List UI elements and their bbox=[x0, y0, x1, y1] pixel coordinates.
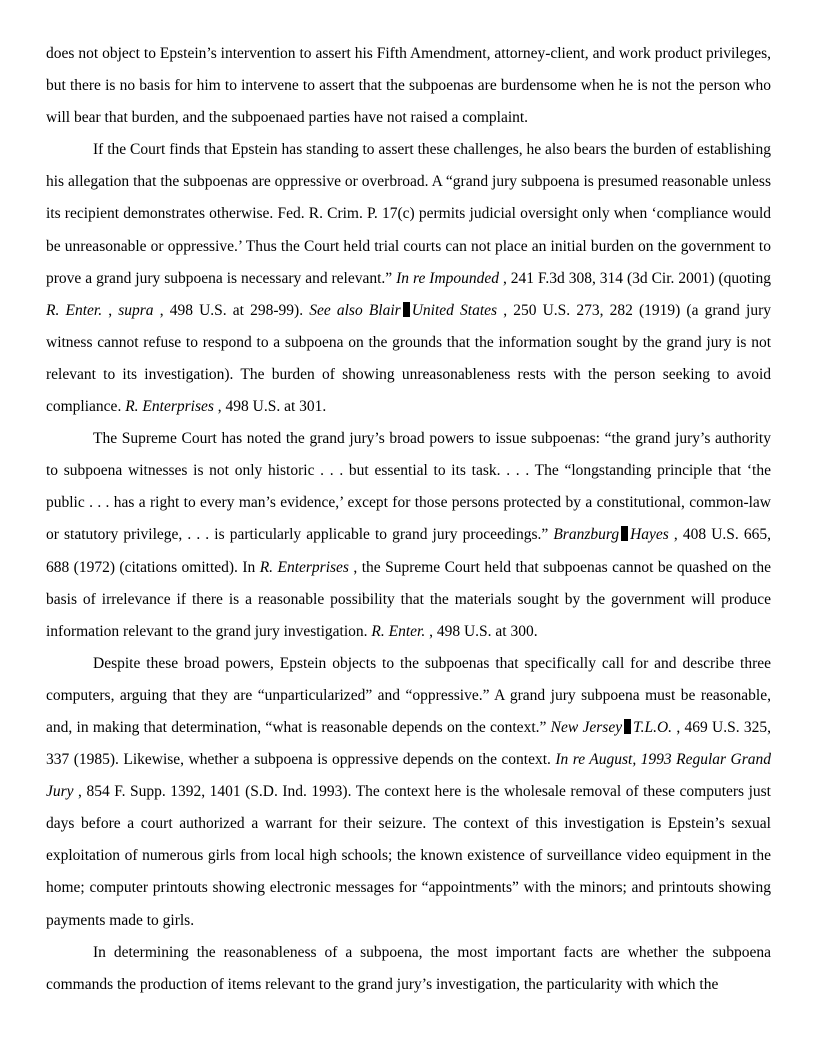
text-run: , 241 F.3d 308, 314 (3d Cir. 2001) (quoting bbox=[499, 269, 771, 287]
text-run: If the Court finds that Epstein has standing to assert these challenges, he also bears the burden of establishing his allegation that the subpoenas are oppressive or overbroad. A “grand jury subpoena is presumed reasonable unless its recipient demonstrates otherwise. Fed. R. Crim. P. 17(c) permits judicial oversight only when ‘compliance would be unreasonable or oppressive.’ Thus the Court held trial courts can not place an initial burden on the government to prove a grand jury subpoena is necessary and relevant.” bbox=[46, 141, 771, 287]
text-run: , 854 F. Supp. 1392, 1401 (S.D. Ind. 1993). The context here is the wholesale removal of these computers just days before a court authorized a warrant for their seizure. The context of this investigation is Epstein’s sexual exploitation of numerous girls from local high schools; the known existence of surveillance video equipment in the home; computer printouts showing electronic messages for “appointments” with the minors; and printouts showing payments made to girls. bbox=[46, 783, 771, 929]
case-citation: supra bbox=[118, 301, 154, 319]
case-citation: R. Enterprises bbox=[125, 398, 214, 416]
case-citation: R. Enter. bbox=[371, 622, 426, 640]
document-page bbox=[46, 38, 771, 1001]
paragraph-1 bbox=[46, 38, 771, 134]
text-run: , 469 U.S. 325, 337 (1985). Likewise, whether a subpoena is oppressive depends on the context. bbox=[46, 718, 771, 769]
redaction-mark bbox=[403, 302, 410, 317]
redaction-mark bbox=[624, 719, 631, 734]
redaction-mark bbox=[621, 526, 628, 541]
text-run: , 498 U.S. at 298-99). bbox=[153, 301, 310, 319]
case-citation: T.L.O. bbox=[633, 718, 673, 736]
paragraph-2 bbox=[46, 134, 771, 423]
text-run: , the Supreme Court held that subpoenas cannot be quashed on the basis of irrelevance if there is a reasonable possibility that the materials sought by the government will produce information relevant to the grand jury investigation. bbox=[46, 558, 772, 640]
case-citation: R. Enter. bbox=[46, 301, 103, 319]
text-run: , 408 U.S. 665, 688 (1972) (citations omitted). In bbox=[46, 526, 771, 576]
text-run: does not object to Epstein’s intervention to assert his Fifth Amendment, attorney-client, and work product privileges, but there is no basis for him to intervene to assert that the subpoenas are burdensome when he is not the person who will bear that burden, and the subpoenaed parties have not raised a complaint. bbox=[46, 45, 771, 127]
paragraph-4 bbox=[46, 648, 771, 937]
text-run: , 250 U.S. 273, 282 (1919) (a grand jury witness cannot refuse to respond to a subpoena on the grounds that the information sought by the grand jury is not relevant to its investigation). The burden of showing unreasonableness rests with the person seeking to avoid compliance. bbox=[46, 301, 772, 416]
text-run: Despite these broad powers, Epstein objects to the subpoenas that specifically call for and describe three computers, arguing that they are “unparticularized” and “oppressive.” A grand jury subpoena must be reasonable, and, in making that determination, “what is reasonable depends on the context.” bbox=[46, 654, 771, 736]
text-run: In determining the reasonableness of a subpoena, the most important facts are whether the subpoena commands the production of items relevant to the grand jury’s investigation, the particularity with which the bbox=[46, 943, 771, 993]
case-citation: Hayes bbox=[630, 526, 669, 544]
text-run: The Supreme Court has noted the grand jury’s broad powers to issue subpoenas: “the grand jury’s authority to subpoena witnesses is not only historic . . . but essential to its task. . . . The “longstanding principle that ‘the public . . . has a right to every man’s evidence,’ except for those persons protected by a constitutional, common-law or statutory privilege, . . . is particularly applicable to grand jury proceedings.” bbox=[46, 430, 771, 544]
text-run: , 498 U.S. at 301. bbox=[213, 398, 327, 416]
case-citation: In re August, 1993 Regular Grand Jury bbox=[46, 751, 771, 801]
case-citation: Branzburg bbox=[553, 526, 620, 544]
paragraph-3 bbox=[46, 423, 771, 648]
paragraph-5 bbox=[46, 937, 771, 1001]
case-citation: United States bbox=[411, 301, 498, 319]
text-run: , bbox=[102, 301, 119, 319]
text-run: , 498 U.S. at 300. bbox=[425, 622, 538, 640]
case-citation: See also Blair bbox=[309, 301, 401, 319]
case-citation: In re Impounded bbox=[396, 269, 500, 287]
case-citation: R. Enterprises bbox=[259, 558, 349, 576]
case-citation: New Jersey bbox=[550, 718, 623, 736]
